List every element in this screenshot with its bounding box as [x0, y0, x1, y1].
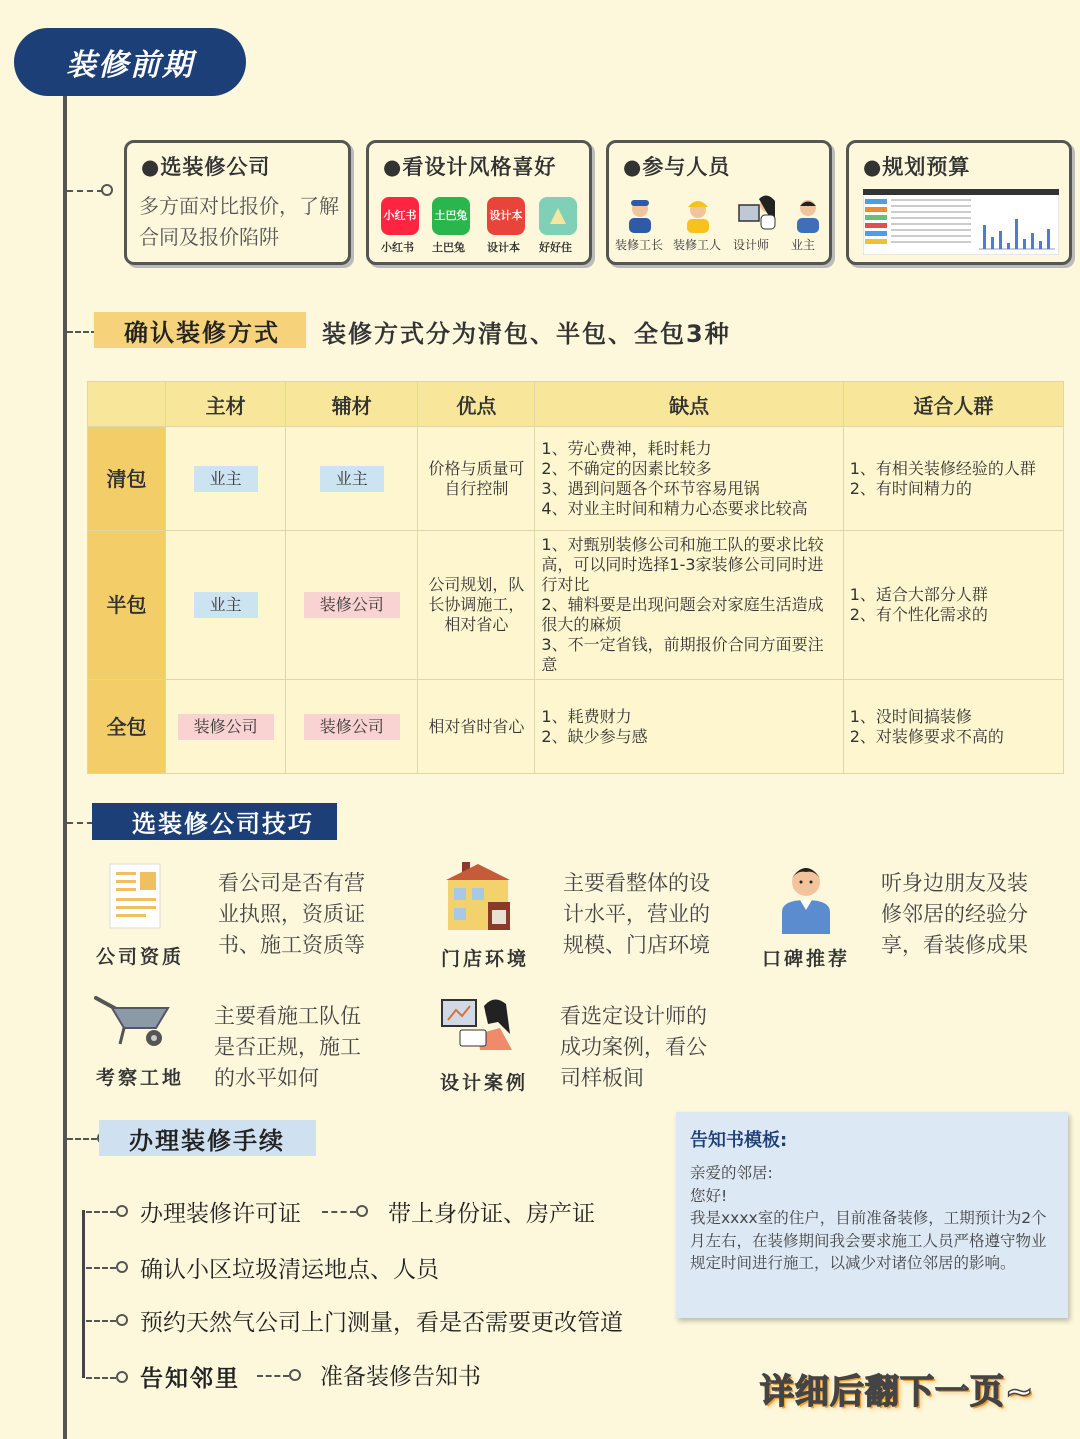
fit-cell — [843, 427, 1063, 531]
cons-line: 2、缺少参与感 — [541, 726, 648, 746]
cons-line: 3、遇到问题各个环节容易甩锅 — [541, 478, 760, 498]
pros-cell: 相对省时省心 — [418, 680, 535, 774]
timeline-line — [63, 92, 67, 1439]
bracket-line — [82, 1210, 85, 1378]
cons-line: 2、不确定的因素比较多 — [541, 458, 712, 478]
row-head: 半包 — [88, 531, 166, 680]
person-label: 设计师 — [733, 238, 770, 252]
page-title: 装修前期 — [14, 28, 246, 96]
wheelbarrow-icon — [94, 992, 174, 1048]
connector — [67, 822, 93, 824]
connector — [86, 1377, 116, 1379]
connector-dot — [356, 1205, 368, 1217]
connector — [322, 1211, 356, 1213]
fit-cell — [843, 680, 1063, 774]
cons-line: 1、对甄别装修公司和施工队的要求比较高，可以同时选择1-3家装修公司同时进行对比 — [541, 535, 824, 594]
tip-label: 考察工地 — [96, 1067, 185, 1089]
connector-dot — [116, 1314, 128, 1326]
table-header: 缺点 — [535, 382, 843, 427]
method-subtitle: 装修方式分为清包、半包、全包3种 — [322, 320, 731, 348]
tip-label: 设计案例 — [440, 1072, 529, 1094]
connector-dot — [116, 1261, 128, 1273]
card-title: ●看设计风格喜好 — [383, 155, 557, 179]
fit-line: 1、适合大部分人群 — [849, 585, 988, 604]
person-recommend-icon — [778, 862, 834, 934]
connector-dot — [101, 184, 113, 196]
connector — [67, 331, 97, 333]
fit-line: 2、有个性化需求的 — [849, 605, 988, 624]
person-label: 装修工长 — [615, 238, 664, 252]
pros-cell: 价格与质量可自行控制 — [418, 427, 535, 531]
row-head: 全包 — [88, 680, 166, 774]
procedure-detail: 准备装修告知书 — [320, 1364, 481, 1390]
budget-spreadsheet-icon — [863, 189, 1059, 255]
card-design-style — [366, 140, 592, 265]
row-head: 清包 — [88, 427, 166, 531]
tubatu-icon: 土巴兔 — [432, 197, 470, 235]
tip-label: 门店环境 — [441, 948, 530, 970]
storefront-icon — [440, 860, 516, 932]
fit-line: 2、对装修要求不高的 — [849, 726, 1004, 746]
method-table — [87, 381, 1064, 774]
procedure-item: 告知邻里 — [140, 1366, 240, 1392]
tag: 业主 — [320, 466, 384, 492]
notice-line: 亲爱的邻居: — [690, 1164, 773, 1182]
procedure-item: 确认小区垃圾清运地点、人员 — [140, 1257, 439, 1283]
shejiben-icon: 设计本 — [487, 197, 525, 235]
table-row — [88, 427, 1064, 531]
tip-text: 看公司是否有营业执照，资质证书、施工资质等 — [218, 871, 365, 957]
owner-icon — [793, 197, 823, 233]
tip-label: 公司资质 — [96, 946, 185, 968]
fit-line: 2、有时间精力的 — [849, 478, 972, 498]
person-label: 装修工人 — [673, 238, 722, 252]
cons-line: 4、对业主时间和精力心态要求比较高 — [541, 498, 808, 518]
section-label-method: 确认装修方式 — [94, 312, 306, 348]
pros-cell: 公司规划，队长协调施工，相对省心 — [418, 531, 535, 680]
procedure-detail: 带上身份证、房产证 — [388, 1201, 595, 1227]
app-label: 好好住 — [539, 241, 572, 254]
table-header: 主材 — [166, 382, 286, 427]
table-header — [88, 382, 166, 427]
notice-line: 我是xxxx室的住户，目前准备装修，工期预计为2个月左右，在装修期间我会要求施工人员严格遵守物业规定时间进行施工，以减少对诸位邻居的影响。 — [690, 1209, 1047, 1272]
app-label: 土巴兔 — [432, 241, 465, 254]
fit-line: 1、有相关装修经验的人群 — [849, 458, 1036, 478]
connector-dot — [116, 1205, 128, 1217]
notice-title: 告知书模板: — [690, 1130, 788, 1151]
footer-note: 详细后翻下一页~ — [760, 1372, 1035, 1412]
cons-cell — [535, 531, 843, 680]
tag: 装修公司 — [304, 714, 400, 740]
section-label-tips: 选装修公司技巧 — [92, 803, 337, 840]
notice-body — [690, 1162, 1054, 1275]
cons-cell — [535, 427, 843, 531]
tip-text: 主要看施工队伍是否正规，施工的水平如何 — [214, 1004, 361, 1090]
card-title: ●规划预算 — [863, 155, 971, 179]
table-row — [88, 531, 1064, 680]
xiaohongshu-icon: 小红书 — [381, 197, 419, 235]
cons-line: 3、不一定省钱，前期报价合同方面要注意 — [541, 635, 824, 674]
connector — [67, 1138, 97, 1140]
connector-dot — [116, 1371, 128, 1383]
fit-cell — [843, 531, 1063, 680]
table-row — [88, 680, 1064, 774]
notice-template-box — [676, 1112, 1068, 1318]
connector — [67, 190, 103, 192]
connector — [257, 1375, 289, 1377]
table-header: 适合人群 — [843, 382, 1063, 427]
app-label: 小红书 — [381, 241, 414, 254]
card-title: ●选装修公司 — [141, 155, 271, 179]
foreman-icon — [623, 197, 657, 233]
person-label: 业主 — [791, 238, 816, 252]
cons-line: 1、劳心费神，耗时耗力 — [541, 438, 712, 458]
fit-line: 1、没时间搞装修 — [849, 706, 972, 726]
cons-line: 2、辅料要是出现问题会对家庭生活造成很大的麻烦 — [541, 595, 824, 634]
card-title: ●参与人员 — [623, 155, 731, 179]
designer-case-icon — [440, 994, 516, 1052]
table-header-row — [88, 382, 1064, 427]
tip-text: 看选定设计师的成功案例，看公司样板间 — [560, 1004, 707, 1090]
designer-icon — [737, 193, 781, 233]
tip-text: 听身边朋友及装修邻居的经验分享，看装修成果 — [881, 871, 1028, 957]
cons-line: 1、耗费财力 — [541, 706, 632, 726]
app-label: 设计本 — [487, 241, 520, 254]
procedure-item: 预约天然气公司上门测量，看是否需要更改管道 — [140, 1310, 623, 1336]
worker-icon — [681, 195, 715, 233]
haohaozhu-icon — [539, 197, 577, 235]
table-header: 辅材 — [286, 382, 418, 427]
cons-cell — [535, 680, 843, 774]
tag: 业主 — [194, 466, 258, 492]
card-participants — [606, 140, 832, 265]
tag: 装修公司 — [304, 592, 400, 618]
tag: 业主 — [194, 592, 258, 618]
notice-line: 您好! — [690, 1186, 728, 1205]
card-text: 多方面对比报价，了解合同及报价陷阱 — [139, 194, 339, 249]
procedure-item: 办理装修许可证 — [140, 1201, 301, 1227]
section-label-procedures: 办理装修手续 — [99, 1120, 316, 1156]
tip-text: 主要看整体的设计水平，营业的规模、门店环境 — [563, 871, 710, 957]
tag: 装修公司 — [178, 714, 274, 740]
connector — [86, 1211, 116, 1213]
connector — [86, 1267, 116, 1269]
card-select-company — [124, 140, 351, 265]
connector-dot — [289, 1369, 301, 1381]
tip-label: 口碑推荐 — [762, 948, 851, 970]
table-header: 优点 — [418, 382, 535, 427]
connector — [86, 1320, 116, 1322]
card-budget — [846, 140, 1072, 265]
document-icon — [108, 862, 164, 930]
